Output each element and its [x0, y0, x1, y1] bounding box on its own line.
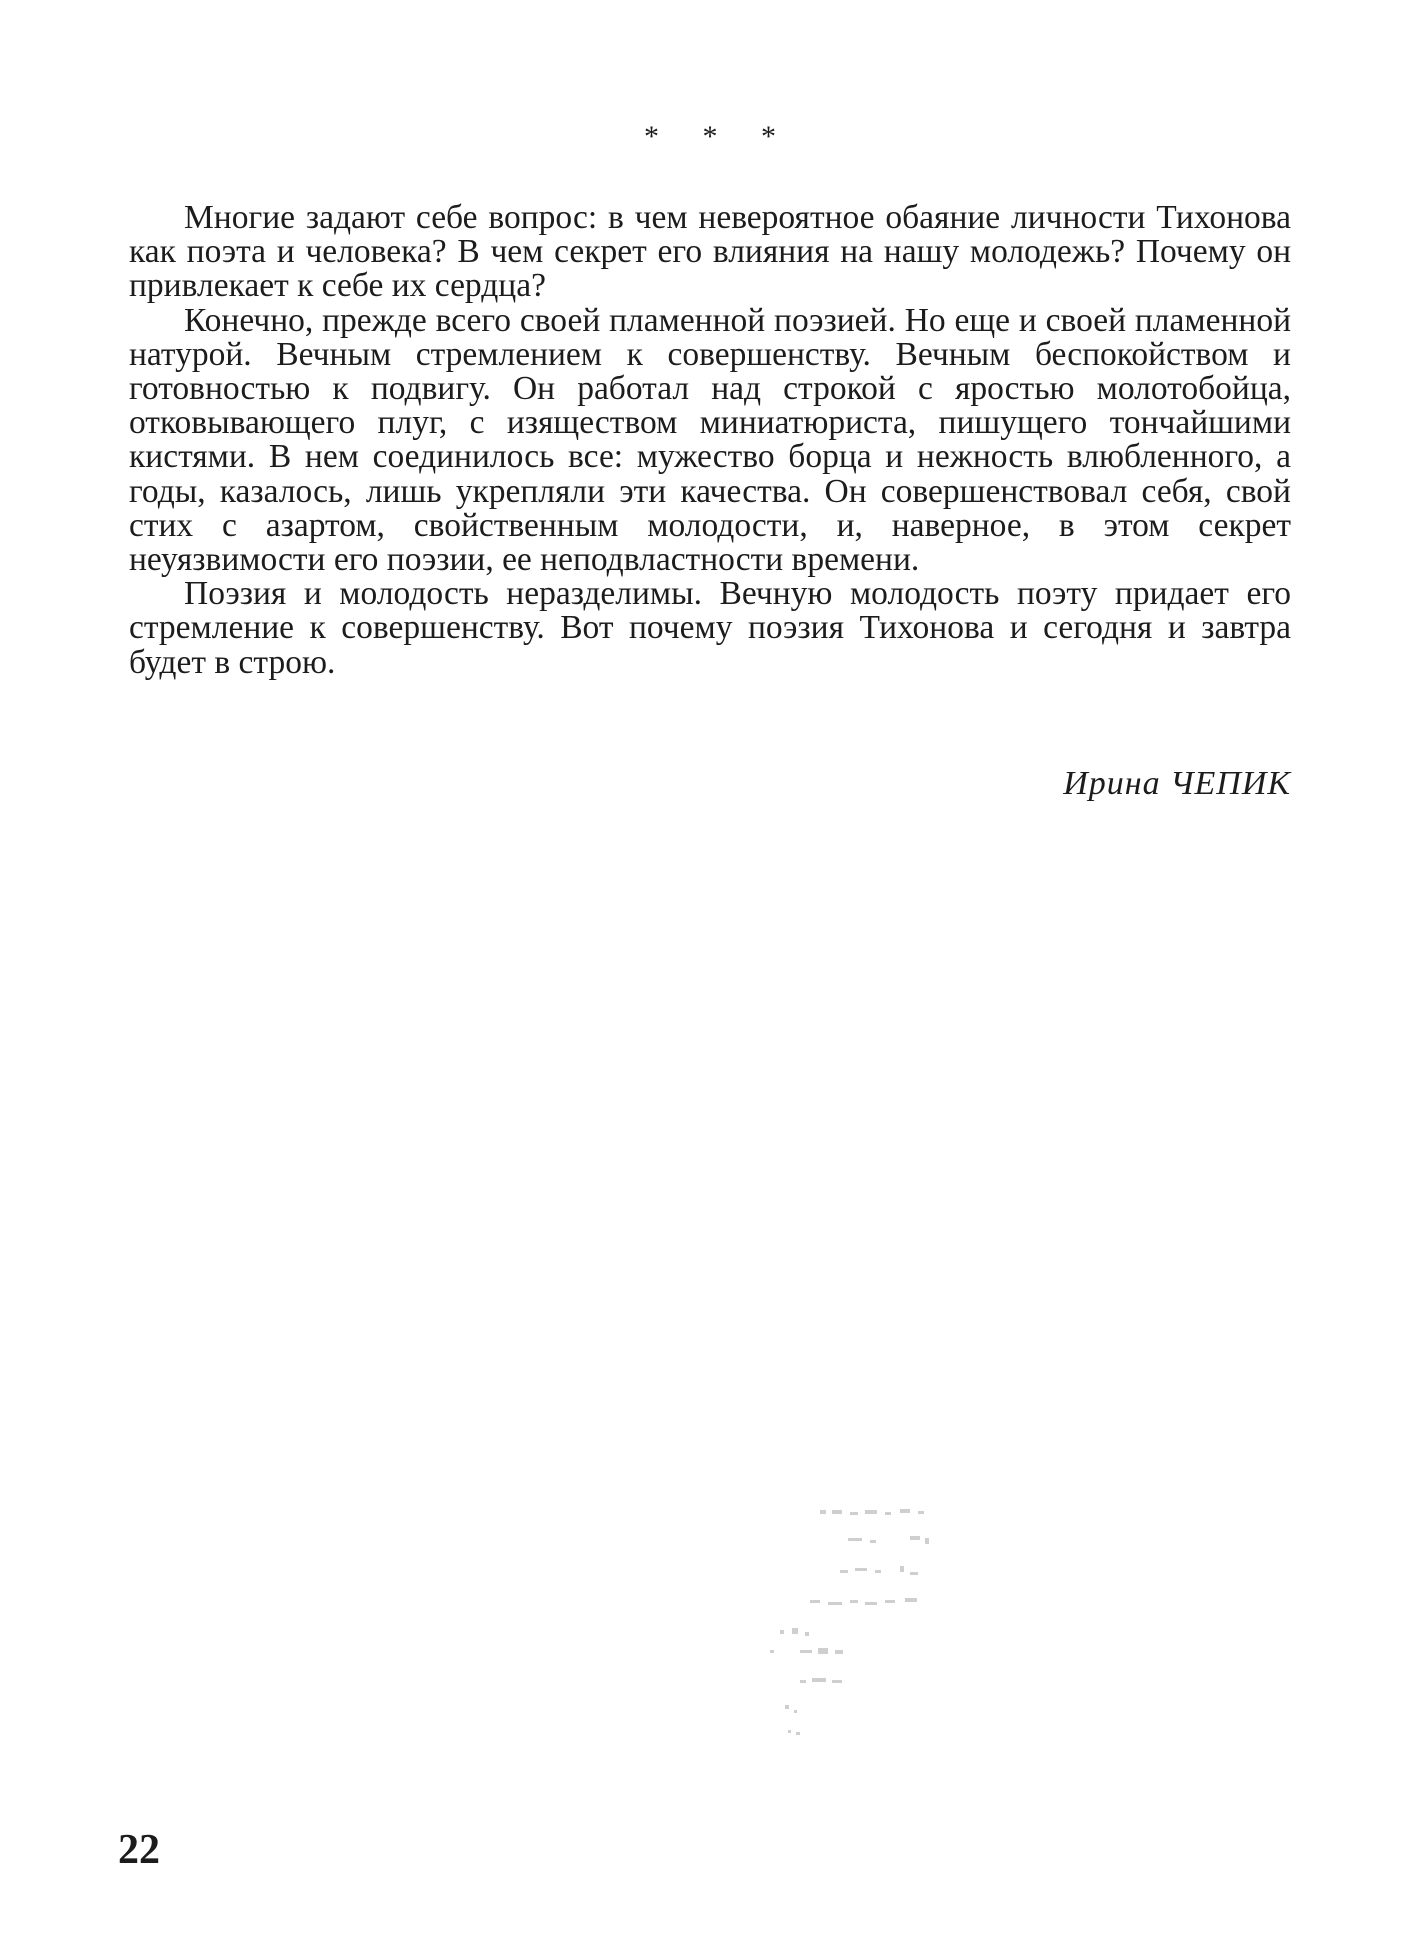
- author-signature: Ирина ЧЕПИК: [1063, 765, 1291, 802]
- page-number: 22: [118, 1827, 160, 1873]
- section-separator: * * *: [644, 120, 794, 153]
- paragraph-3: Поэзия и молодость неразделимы. Вечную молодость поэту придает его стремление к совершенству. Вот почему поэзия Тихонова и сегодня и завтра будет в строю.: [129, 575, 1291, 681]
- article-body: [129, 201, 1291, 680]
- paragraph-1: Многие задают себе вопрос: в чем невероятное обаяние личности Тихонова как поэта и человека? В чем секрет его влияния на нашу молодежь? Почему он привлекает к себе их сердца?: [129, 199, 1291, 305]
- paragraph-2: Конечно, прежде всего своей пламенной поэзией. Но еще и своей пламенной натурой. Вечным стремлением к совершенству. Вечным беспокойством и готовностью к подвигу. Он работал над строкой с яростью молотобойца, отковывающего плуг, с изяществом миниатюриста, пишущего тончайшими кистями. В нем соединилось все: мужество борца и нежность влюбленного, а годы, казалось, лишь укрепляли эти качества. Он совершенствовал себя, свой стих с азартом, свойственным молодости, и, наверное, в этом секрет неуязвимости его поэзии, ее неподвластности времени.: [129, 301, 1291, 579]
- faded-library-stamp: [760, 1500, 980, 1760]
